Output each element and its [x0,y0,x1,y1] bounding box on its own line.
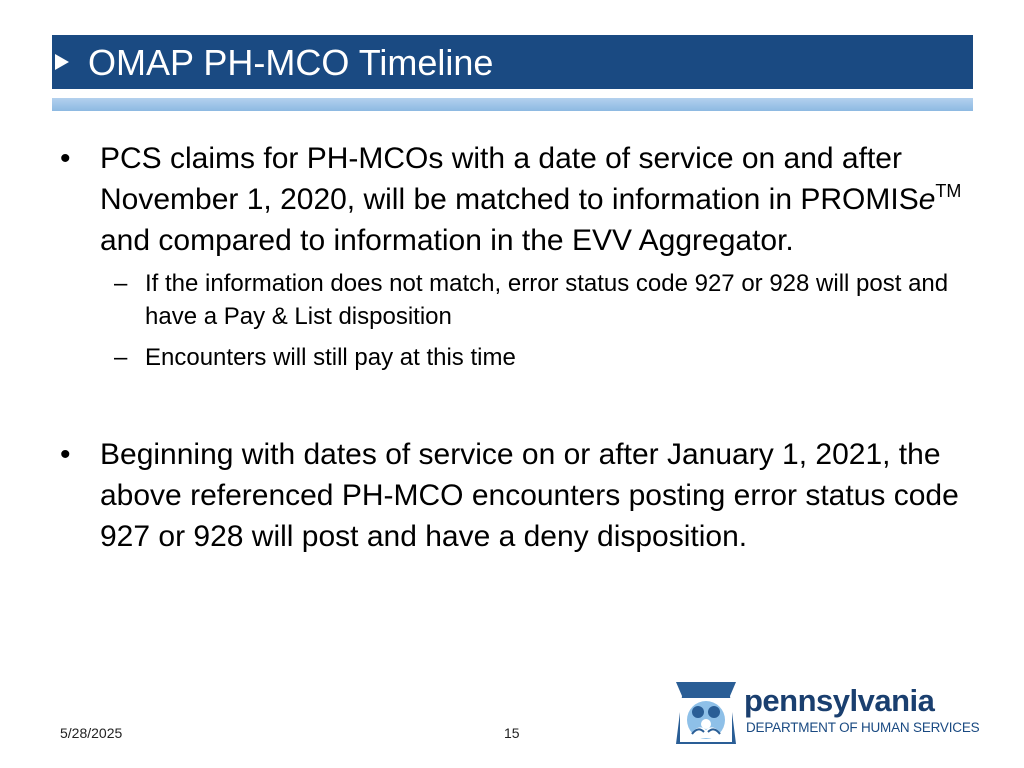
title-bar [52,35,973,89]
bullet-item-1 [60,138,970,261]
bullet-text: Beginning with dates of service on or after January 1, 2021, the above referenced PH-MCO encounters posting error status code 927 or 928 will post and have a deny disposition. [100,438,959,553]
sub-list [100,267,970,374]
title-underline [52,98,973,111]
bullet-text-end: and compared to information in the EVV Aggregator. [100,224,794,257]
bullet-item-2 [60,434,970,557]
slide-content [60,138,970,557]
sub-item-dash: – [114,344,128,371]
sub-item-2 [100,341,970,374]
bullet-text-start: PCS claims for PH-MCOs with a date of service on and after November 1, 2020, will be matched to information in PROMIS [100,142,919,216]
keystone-family-icon [674,680,738,746]
logo-state-name: pennsylvania [744,683,935,718]
page-number: 15 [504,725,520,741]
sub-item-text: Encounters will still pay at this time [145,344,516,371]
pa-dhs-logo [674,680,980,746]
sub-item-dash: – [114,270,128,297]
sub-item-1 [100,267,970,333]
bullet-mark: • [60,142,71,175]
slide-title: OMAP PH-MCO Timeline [88,42,494,83]
bullet-gap [60,382,970,434]
trademark-superscript: TM [935,181,962,201]
logo-department: DEPARTMENT OF HUMAN SERVICES [746,720,980,735]
footer-date: 5/28/2025 [60,725,123,741]
bullet-mark: • [60,438,71,471]
bullet-text-italic: e [918,183,936,216]
title-arrow-icon [55,54,69,70]
sub-item-text: If the information does not match, error status code 927 or 928 will post and have a Pay & List disposition [145,270,949,330]
